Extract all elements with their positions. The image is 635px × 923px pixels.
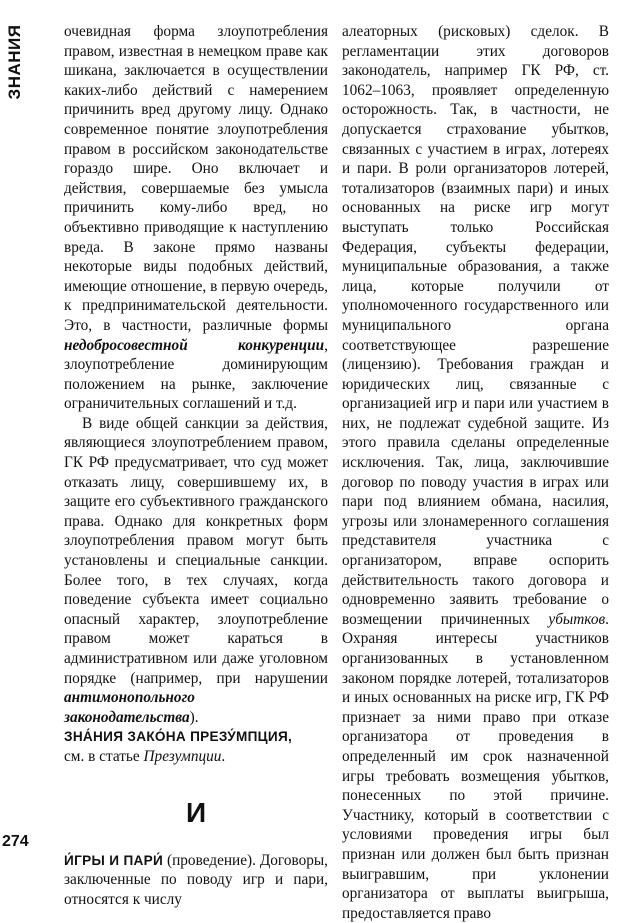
paragraph (64, 22, 328, 414)
cross-reference (64, 747, 328, 767)
paragraph-text: В виде общей санкции за действия, являющиеся злоупотреблением правом, ГК РФ предусматривает, что суд может отказать лицу, совершившему их, в защите его субъективного гражданского права. Однако для конкретных форм злоупотребления правом могут быть установлены и специальные санкции. Более того, в тех случаях, когда поведение субъекта имеет социально опасный характер, злоупотребление правом может караться в административном или даже уголовном порядке (например, при нарушении (64, 414, 328, 687)
cross-reference-text: см. в статье (64, 747, 140, 765)
entry-term: И́ГРЫ И ПАРИ́ (64, 852, 164, 868)
paragraph-text: , злоупотребление доминирующим положением на рынке, заключение ограничительных соглашений и т.д. (64, 336, 328, 413)
emphasis-term: недобросовестной конкуренции (64, 336, 325, 354)
paragraph-text: очевидная форма злоупотребления правом, известная в немецком праве как шикана, заключается в осуществлении каких-либо действий с намерением причинить вред другому лицу. Однако современное понятие злоупотребления правом в российском законодательстве гораздо шире. Оно включает и действия, совершаемые без умысла причинить кому-либо вред, но объективно приводящие к наступлению вреда. В законе прямо названы некоторые виды подобных действий, имеющие отношение, в первую очередь, к предпринимательской деятельности. Это, в частности, различные формы (64, 23, 328, 334)
paragraph (342, 22, 609, 923)
emphasis-term: убытков (548, 610, 606, 628)
paragraph (64, 851, 328, 910)
entry-heading (64, 727, 328, 747)
paragraph-text: алеаторных (рисковых) сделок. В регламентации этих договоров законодатель, например ГК РФ, ст. 1062–1063, проявляет определенную осторожность. Так, в частности, не допускается страхование убытков, связанных с участием в играх, лотереях и пари. В роли организаторов лотерей, тотализаторов (взаимных пари) и иных основанных на риске игр могут выступать только Российская Федерация, субъекты федерации, муниципальные образования, а также лица, которые получили от уполномоченного государственного или муниципального органа соответствующее разрешение (лицензию). Требования граждан и юридических лиц, связанные с организацией игр и пари или участием в них, не подлежат судебной защите. Из этого правила сделаны определенные исключения. Так, лица, заключившие договор по поводу участия в играх или пари под влиянием обмана, насилия, угрозы или злонамеренного соглашения представителя участника с организатором, вправе оспорить действительность такого договора и одновременно заявить требование о возмещении причиненных (342, 23, 609, 628)
paragraph-text: . Охраняя интересы участников организованных в установленном законом порядке лотерей, тотализаторов и иных основанных на риске игр, ГК РФ признает за ними право при отказе организатора от проведения в определенный им срок назначенной игры требовать возмещения убытков, понесенных по этой причине. Участнику, который в соответствии с условиями проведения игры был признан или должен был быть признан выигравшим, при уклонении организатора от выплаты выигрыша, предоставляется право (342, 610, 609, 922)
section-letter: И (185, 796, 207, 828)
running-head-text: ЗНАНИЯ (5, 24, 24, 100)
emphasis-term: антимонопольного законодательства (64, 689, 195, 726)
right-column (342, 22, 609, 922)
paragraph-text: ). (189, 708, 199, 726)
paragraph (64, 414, 328, 728)
left-column (64, 22, 328, 908)
cross-reference-text: . (221, 747, 226, 765)
cross-reference-link: Презумпции (143, 747, 222, 765)
running-head (4, 22, 26, 102)
page-number: 274 (2, 833, 29, 850)
entry-term: ЗНА́НИЯ ЗАКО́НА ПРЕЗУ́МПЦИЯ, (64, 729, 293, 745)
paragraph-text: (проведение). Договоры, заключенные по поводу игр и пари, относятся к числу (64, 851, 328, 908)
